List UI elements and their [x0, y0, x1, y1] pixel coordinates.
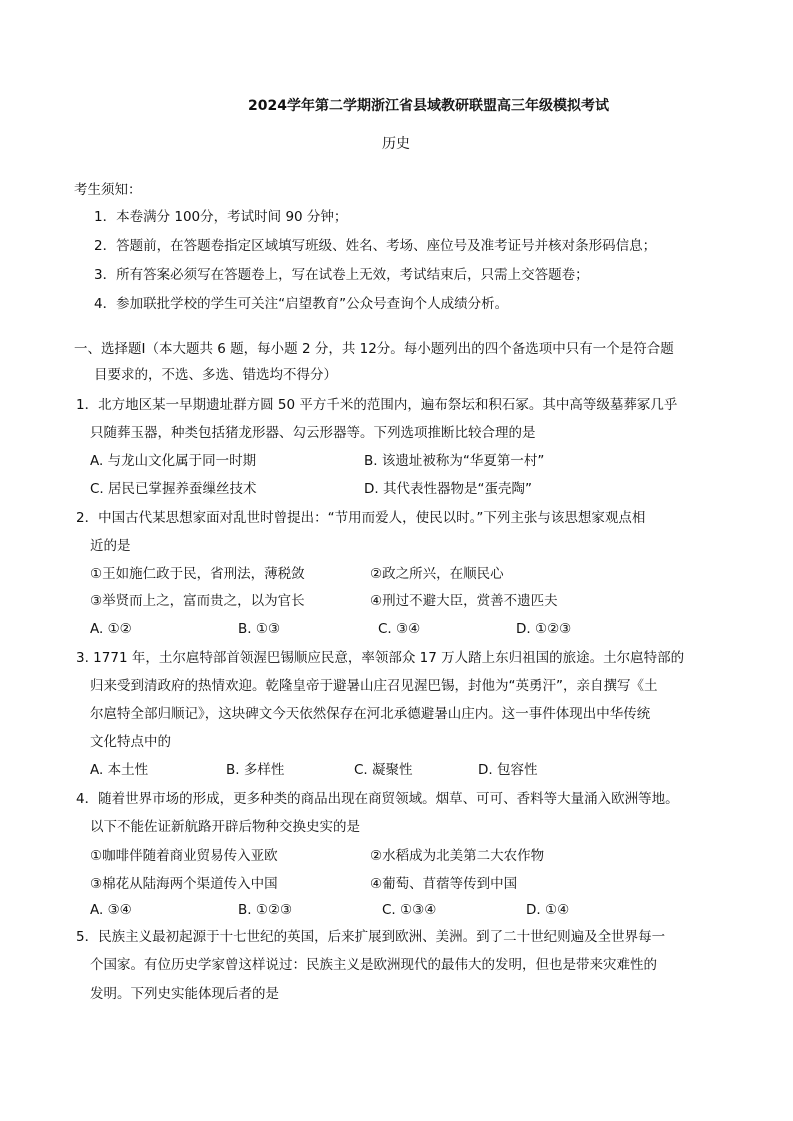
question-2-option-a: A. ①② — [90, 621, 132, 637]
question-4-option-c: C. ①③④ — [382, 902, 437, 918]
question-4-statement-2: ②水稻成为北美第二大农作物 — [370, 848, 545, 864]
question-1-option-b: B. 该遗址被称为“华夏第一村” — [364, 453, 545, 469]
question-2-statement-2: ②政之所兴，在顺民心 — [370, 566, 504, 582]
notice-heading: 考生须知： — [74, 182, 142, 198]
question-2-stem-cont: 近的是 — [90, 538, 131, 554]
question-3-option-d: D. 包容性 — [478, 762, 538, 778]
question-5-stem-cont: 发明。下列史实能体现后者的是 — [90, 986, 279, 1002]
question-1-option-a: A. 与龙山文化属于同一时期 — [90, 453, 257, 469]
question-3-stem: 3. 1771 年，土尔扈特部首领渥巴锡顺应民意，率领部众 17 万人踏上东归祖国的旅途。土尔扈特部的 — [76, 650, 685, 666]
question-5-stem: 5．民族主义最初起源于十七世纪的英国，后来扩展到欧洲、美洲。到了二十世纪则遍及全世界每一 — [76, 929, 666, 945]
question-3-option-b: B. 多样性 — [226, 762, 285, 778]
question-2-statement-1: ①王如施仁政于民，省刑法，薄税敛 — [90, 566, 305, 582]
section-heading-cont: 目要求的，不选、多选、错选均不得分） — [94, 367, 337, 383]
question-3-option-a: A. 本土性 — [90, 762, 149, 778]
exam-title: 2024学年第二学期浙江省县域教研联盟高三年级模拟考试 — [248, 98, 609, 114]
question-4-statement-1: ①咖啡伴随着商业贸易传入亚欧 — [90, 848, 278, 864]
question-2-option-d: D. ①②③ — [516, 621, 572, 637]
question-1-option-d: D. 其代表性器物是“蛋壳陶” — [364, 481, 532, 497]
question-2-statement-3: ③举贤而上之，富而贵之，以为官长 — [90, 593, 305, 609]
question-2-statement-4: ④刑过不避大臣，赏善不遗匹夫 — [370, 593, 558, 609]
question-3-stem-cont: 尔扈特全部归顺记》，这块碑文今天依然保存在河北承德避暑山庄内。这一事件体现出中华传统 — [90, 706, 651, 722]
section-heading: 一、选择题Ⅰ（本大题共 6 题，每小题 2 分，共 12分。每小题列出的四个备选项中只有一个是符合题 — [74, 341, 674, 357]
question-2-stem: 2．中国古代某思想家面对乱世时曾提出：“节用而爱人，使民以时。”下列主张与该思想家观点相 — [76, 510, 646, 526]
notice-item: 2．答题前，在答题卷指定区域填写班级、姓名、考场、座位号及准考证号并核对条形码信息； — [94, 238, 657, 254]
exam-subject: 历史 — [382, 136, 410, 152]
question-1-stem: 1．北方地区某一早期遗址群方圆 50 平方千米的范围内，遍布祭坛和积石冢。其中高等级墓葬冢几乎 — [76, 397, 678, 413]
question-5-stem-cont: 个国家。有位历史学家曾这样说过：民族主义是欧洲现代的最伟大的发明，但也是带来灾难性的 — [90, 957, 657, 973]
question-4-option-a: A. ③④ — [90, 902, 132, 918]
question-3-option-c: C. 凝聚性 — [354, 762, 413, 778]
question-2-option-b: B. ①③ — [238, 621, 281, 637]
question-4-option-b: B. ①②③ — [238, 902, 293, 918]
question-3-stem-cont: 文化特点中的 — [90, 734, 171, 750]
question-4-stem: 4．随着世界市场的形成，更多种类的商品出现在商贸领域。烟草、可可、香料等大量涌入欧洲等地。 — [76, 791, 679, 807]
question-1-stem-cont: 只随葬玉器，种类包括猪龙形器、勾云形器等。下列选项推断比较合理的是 — [90, 425, 536, 441]
notice-item: 4．参加联批学校的学生可关注“启望教育”公众号查询个人成绩分析。 — [94, 296, 509, 312]
question-3-stem-cont: 归来受到清政府的热情欢迎。乾隆皇帝于避暑山庄召见渥巴锡，封他为“英勇汗”，亲自撰写《土 — [90, 678, 658, 694]
notice-item: 3．所有答案必须写在答题卷上，写在试卷上无效，考试结束后，只需上交答题卷； — [94, 267, 589, 283]
question-4-option-d: D. ①④ — [526, 902, 570, 918]
question-4-statement-3: ③棉花从陆海两个渠道传入中国 — [90, 876, 278, 892]
notice-item: 1．本卷满分 100分，考试时间 90 分钟； — [94, 209, 348, 225]
question-2-option-c: C. ③④ — [378, 621, 421, 637]
question-4-statement-4: ④葡萄、苜蓿等传到中国 — [370, 876, 518, 892]
question-1-option-c: C. 居民已掌握养蚕缫丝技术 — [90, 481, 257, 497]
question-4-stem-cont: 以下不能佐证新航路开辟后物种交换史实的是 — [90, 819, 360, 835]
